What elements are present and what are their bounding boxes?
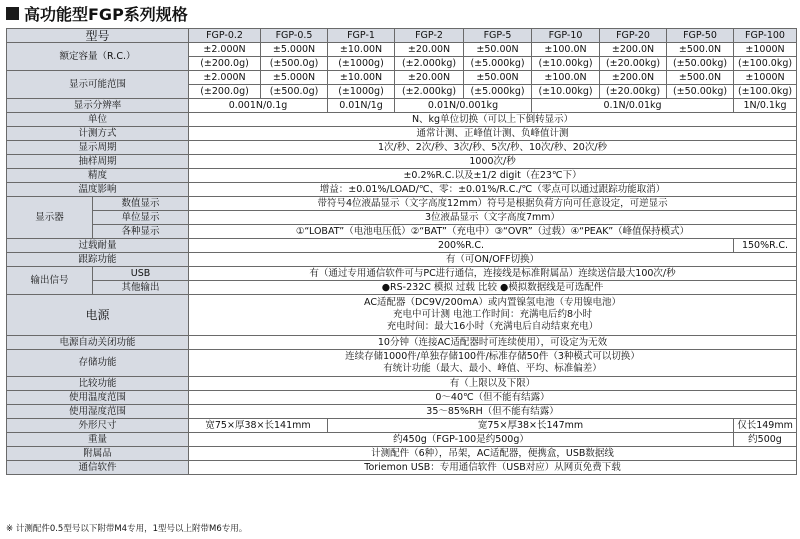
measure-mode-value: 通常计测、正峰值计测、负峰值计测 xyxy=(189,127,797,141)
capacity-n-cell: ±200.0N xyxy=(600,43,667,57)
temp-effect-row xyxy=(7,183,797,197)
output-usb-row xyxy=(7,267,797,281)
capacity-g-cell: (±5.000kg) xyxy=(464,57,532,71)
dimensions-row xyxy=(7,419,797,433)
range-n-cell: ±5.000N xyxy=(261,71,328,85)
auto-off-value: 10分钟（连接AC适配器时可连续使用），可设定为无效 xyxy=(189,336,797,350)
range-g-cell: (±10.00kg) xyxy=(532,85,600,99)
title-square-icon xyxy=(6,7,19,20)
capacity-n-cell: ±100.0N xyxy=(532,43,600,57)
weight-value: 约500g xyxy=(734,433,797,447)
power-label: 电源 xyxy=(7,295,189,336)
power-line: 充电时间：最大16小时（充满电后自动结束充电） xyxy=(386,321,599,332)
output-other-row xyxy=(7,281,797,295)
unit-value: N、kg单位切换（可以上下倒转显示） xyxy=(189,113,797,127)
power-value xyxy=(189,295,797,336)
resolution-cell: 0.01N/1g xyxy=(328,99,395,113)
capacity-n-cell: ±20.00N xyxy=(395,43,464,57)
capacity-n-cell: ±1000N xyxy=(734,43,797,57)
capacity-n-cell: ±500.0N xyxy=(667,43,734,57)
range-n-cell: ±100.0N xyxy=(532,71,600,85)
range-g-cell: (±500.0g) xyxy=(261,85,328,99)
range-g-cell: (±2.000kg) xyxy=(395,85,464,99)
capacity-n-cell: ±5.000N xyxy=(261,43,328,57)
capacity-g-cell: (±100.0kg) xyxy=(734,57,797,71)
range-n-cell: ±10.00N xyxy=(328,71,395,85)
sample-cycle-label: 抽样周期 xyxy=(7,155,189,169)
footnote: ※ 计测配件0.5型号以下附带M4专用，1型号以上附带M6专用。 xyxy=(6,524,248,534)
range-n-cell: ±200.0N xyxy=(600,71,667,85)
capacity-g-cell: (±500.0g) xyxy=(261,57,328,71)
accessories-value: 计测配件（6种），吊架，AC适配器，便携盒，USB数据线 xyxy=(189,447,797,461)
resolution-cell: 0.1N/0.01kg xyxy=(532,99,734,113)
weight-value: 约450g（FGP-100是约500g） xyxy=(189,433,734,447)
model-cell: FGP-100 xyxy=(734,29,797,43)
range-n-cell: ±2.000N xyxy=(189,71,261,85)
storage-value xyxy=(189,350,797,377)
measure-mode-row xyxy=(7,127,797,141)
range-n-cell: ±20.00N xyxy=(395,71,464,85)
accuracy-label: 精度 xyxy=(7,169,189,183)
dimensions-value: 宽75×厚38×长141mm xyxy=(189,419,328,433)
model-cell: FGP-5 xyxy=(464,29,532,43)
resolution-cell: 0.001N/0.1g xyxy=(189,99,328,113)
range-g-cell: (±50.00kg) xyxy=(667,85,734,99)
temp-effect-value: 增益：±0.01%/LOAD/℃、零：±0.01%/R.C./℃（零点可以通过跟踪功能取消） xyxy=(189,183,797,197)
power-line: AC适配器（DC9V/200mA）或内置镍氢电池（专用镍电池） xyxy=(363,297,622,308)
range-g-cell: (±200.0g) xyxy=(189,85,261,99)
power-row xyxy=(7,295,797,336)
accuracy-value: ±0.2%R.C.以及±1/2 digit（在23℃下） xyxy=(189,169,797,183)
display-range-row xyxy=(7,71,797,85)
overload-row xyxy=(7,239,797,253)
software-value: Toriemon USB：专用通信软件（USB对应）从网页免费下载 xyxy=(189,461,797,475)
page-title xyxy=(6,2,188,24)
model-cell: FGP-20 xyxy=(600,29,667,43)
resolution-cell: 0.01N/0.001kg xyxy=(395,99,532,113)
display-cycle-row xyxy=(7,141,797,155)
dimensions-value: 宽75×厚38×长147mm xyxy=(328,419,734,433)
rated-capacity-label: 额定容量（R.C.） xyxy=(7,43,189,71)
capacity-g-cell: (±20.00kg) xyxy=(600,57,667,71)
auto-off-row xyxy=(7,336,797,350)
other-output-value: ●RS-232C 模拟 过载 比较 ●模拟数据线是可选配件 xyxy=(189,281,797,295)
dimensions-label: 外形尺寸 xyxy=(7,419,189,433)
resolution-cell: 1N/0.1kg xyxy=(734,99,797,113)
unit-display-value: 3位液晶显示（文字高度7mm） xyxy=(189,211,797,225)
model-row xyxy=(7,29,797,43)
weight-row xyxy=(7,433,797,447)
op-temp-value: 0～40℃（但不能有结露） xyxy=(189,391,797,405)
accessories-row xyxy=(7,447,797,461)
capacity-g-cell: (±1000g) xyxy=(328,57,395,71)
numeric-display-label: 数值显示 xyxy=(93,197,189,211)
range-g-cell: (±20.00kg) xyxy=(600,85,667,99)
display-various-row xyxy=(7,225,797,239)
capacity-g-cell: (±200.0g) xyxy=(189,57,261,71)
numeric-display-value: 带符号4位液晶显示（文字高度12mm）符号是根据负荷方向可任意设定，可逆显示 xyxy=(189,197,797,211)
usb-value: 有（通过专用通信软件可与PC进行通信，连接线是标准附属品）连续送信最大100次/秒 xyxy=(189,267,797,281)
accuracy-row xyxy=(7,169,797,183)
software-row xyxy=(7,461,797,475)
tracking-row xyxy=(7,253,797,267)
storage-label: 存储功能 xyxy=(7,350,189,377)
rated-capacity-row xyxy=(7,43,797,57)
range-g-cell: (±5.000kg) xyxy=(464,85,532,99)
power-line: 充电中可计测 电池工作时间：充满电后约8小时 xyxy=(392,309,593,320)
tracking-label: 跟踪功能 xyxy=(7,253,189,267)
sample-cycle-value: 1000次/秒 xyxy=(189,155,797,169)
op-temp-row xyxy=(7,391,797,405)
model-cell: FGP-0.2 xyxy=(189,29,261,43)
capacity-g-cell: (±10.00kg) xyxy=(532,57,600,71)
compare-label: 比较功能 xyxy=(7,377,189,391)
unit-label: 单位 xyxy=(7,113,189,127)
model-cell: FGP-10 xyxy=(532,29,600,43)
resolution-row xyxy=(7,99,797,113)
resolution-label: 显示分辨率 xyxy=(7,99,189,113)
weight-label: 重量 xyxy=(7,433,189,447)
temp-effect-label: 温度影响 xyxy=(7,183,189,197)
other-output-label: 其他输出 xyxy=(93,281,189,295)
model-cell: FGP-50 xyxy=(667,29,734,43)
display-label: 显示器 xyxy=(7,197,93,239)
unit-display-label: 单位显示 xyxy=(93,211,189,225)
tracking-value: 有（可ON/OFF切换） xyxy=(189,253,797,267)
range-g-cell: (±100.0kg) xyxy=(734,85,797,99)
storage-line: 有统计功能（最大、最小、峰值、平均、标准偏差） xyxy=(383,363,602,374)
model-cell: FGP-2 xyxy=(395,29,464,43)
unit-row xyxy=(7,113,797,127)
overload-label: 过载耐量 xyxy=(7,239,189,253)
capacity-n-cell: ±10.00N xyxy=(328,43,395,57)
spec-table xyxy=(6,28,797,475)
display-range-label: 显示可能范围 xyxy=(7,71,189,99)
op-humidity-label: 使用湿度范围 xyxy=(7,405,189,419)
page-title-text: 高功能型FGP系列规格 xyxy=(24,4,188,24)
compare-row xyxy=(7,377,797,391)
range-n-cell: ±50.00N xyxy=(464,71,532,85)
op-temp-label: 使用温度范围 xyxy=(7,391,189,405)
model-cell: FGP-1 xyxy=(328,29,395,43)
range-g-cell: (±1000g) xyxy=(328,85,395,99)
display-unit-row xyxy=(7,211,797,225)
display-cycle-value: 1次/秒、2次/秒、3次/秒、5次/秒、10次/秒、20次/秒 xyxy=(189,141,797,155)
range-n-cell: ±1000N xyxy=(734,71,797,85)
software-label: 通信软件 xyxy=(7,461,189,475)
storage-row xyxy=(7,350,797,377)
output-label: 输出信号 xyxy=(7,267,93,295)
capacity-g-cell: (±2.000kg) xyxy=(395,57,464,71)
compare-value: 有（上限以及下限） xyxy=(189,377,797,391)
capacity-n-cell: ±2.000N xyxy=(189,43,261,57)
storage-line: 连续存储1000件/单独存储100件/标准存储50件（3种模式可以切换） xyxy=(345,351,640,362)
sample-cycle-row xyxy=(7,155,797,169)
capacity-n-cell: ±50.00N xyxy=(464,43,532,57)
auto-off-label: 电源自动关闭功能 xyxy=(7,336,189,350)
usb-label: USB xyxy=(93,267,189,281)
model-cell: FGP-0.5 xyxy=(261,29,328,43)
overload-value-last: 150%R.C. xyxy=(734,239,797,253)
display-cycle-label: 显示周期 xyxy=(7,141,189,155)
overload-value-main: 200%R.C. xyxy=(189,239,734,253)
display-numeric-row xyxy=(7,197,797,211)
op-humidity-value: 35～85%RH（但不能有结露） xyxy=(189,405,797,419)
various-display-value: ①“LOBAT”（电池电压低）②“BAT”（充电中）③“OVR”（过载）④“PEAK”（峰值保持模式） xyxy=(189,225,797,239)
range-n-cell: ±500.0N xyxy=(667,71,734,85)
various-display-label: 各种显示 xyxy=(93,225,189,239)
op-humidity-row xyxy=(7,405,797,419)
accessories-label: 附属品 xyxy=(7,447,189,461)
measure-mode-label: 计测方式 xyxy=(7,127,189,141)
dimensions-value: 仅长149mm xyxy=(734,419,797,433)
model-label: 型号 xyxy=(7,29,189,43)
capacity-g-cell: (±50.00kg) xyxy=(667,57,734,71)
